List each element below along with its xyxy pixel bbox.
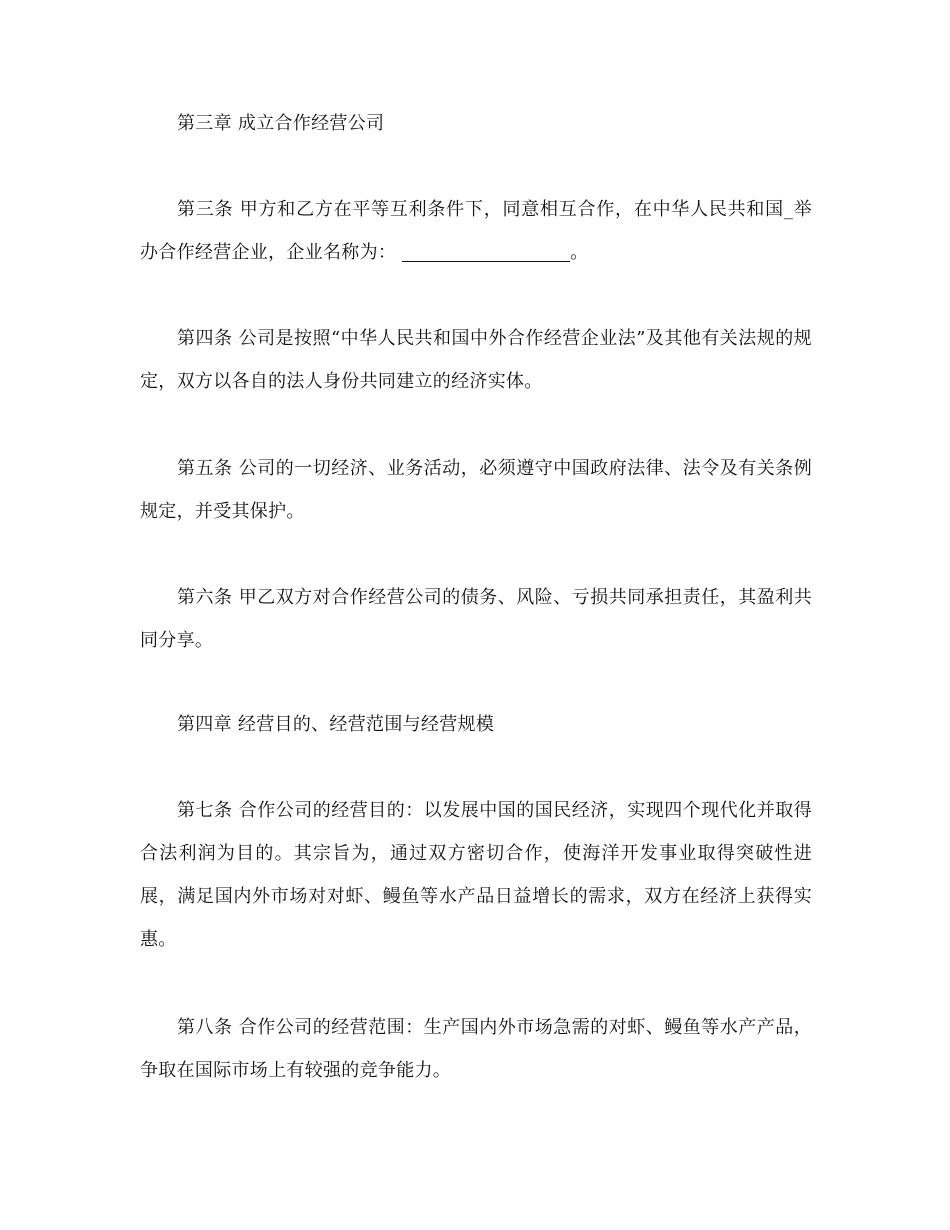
article-7-paragraph: 第七条 合作公司的经营目的：以发展中国的国民经济，实现四个现代化并取得合法利润为目的。其宗旨为，通过双方密切合作，使海洋开发事业取得突破性进展，满足国内外市场对对虾、鳗鱼等水产品日益增长的需求，双方在经济上获得实惠。 bbox=[140, 800, 812, 950]
company-name-blank bbox=[402, 239, 570, 262]
article-4-paragraph: 第四条 公司是按照“中华人民共和国中外合作经营企业法”及其他有关法规的规定，双方以各自的法人身份共同建立的经济实体。 bbox=[140, 328, 812, 392]
article-3-end: 。 bbox=[570, 242, 589, 263]
article-6-paragraph: 第六条 甲乙双方对合作经营公司的债务、风险、亏损共同承担责任，其盈利共同分享。 bbox=[140, 587, 812, 651]
article-5-paragraph: 第五条 公司的一切经济、业务活动，必须遵守中国政府法律、法令及有关条例规定，并受其保护。 bbox=[140, 458, 812, 522]
chapter-3-heading: 第三章 成立合作经营公司 bbox=[177, 113, 385, 134]
article-3-text: 第三条 甲方和乙方在平等互利条件下，同意相互合作，在中华人民共和国_举办合作经营企业，企业名称为： bbox=[140, 199, 812, 263]
chapter-4-heading: 第四章 经营目的、经营范围与经营规模 bbox=[177, 714, 495, 735]
article-8-paragraph: 第八条 合作公司的经营范围：生产国内外市场急需的对虾、鳗鱼等水产产品，争取在国际市场上有较强的竞争能力。 bbox=[140, 1017, 812, 1081]
article-3-paragraph bbox=[140, 188, 812, 274]
